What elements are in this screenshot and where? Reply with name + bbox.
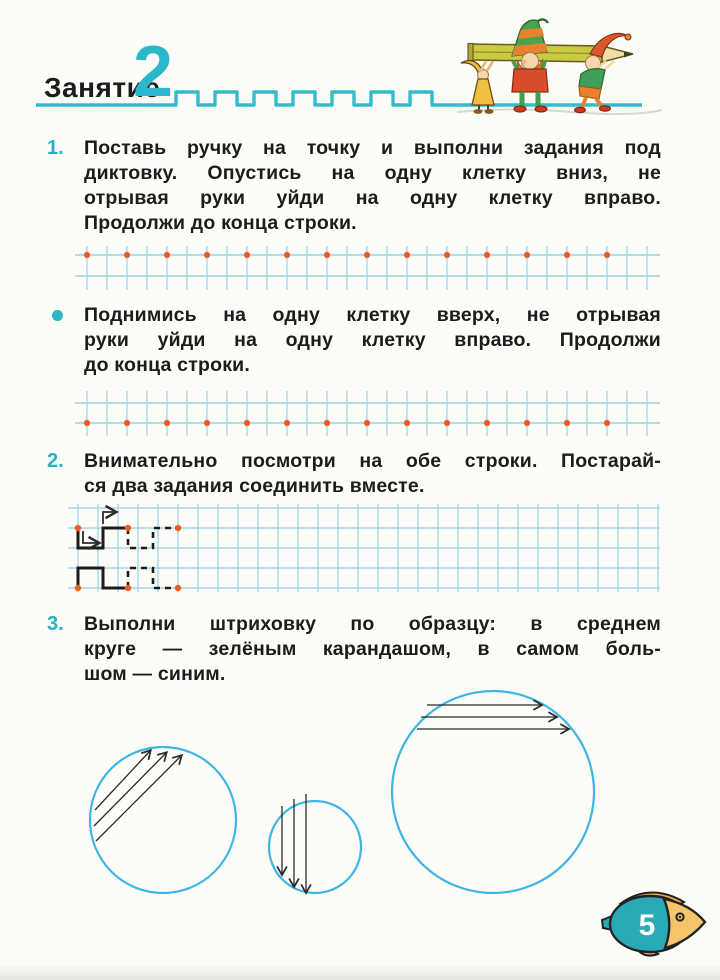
text-line: диктовку. Опустись на одну клетку вниз, не bbox=[84, 162, 661, 184]
text-line: шом — синим. bbox=[84, 663, 226, 685]
diagonal-hatch-arrow bbox=[96, 756, 181, 841]
diagonal-hatch-arrow bbox=[94, 753, 166, 826]
text-line: Внимательно посмотри на обе строки. Постарай- bbox=[84, 450, 661, 472]
text-line: Поставь ручку на точку и выполни задания под bbox=[84, 137, 661, 159]
text-line: ся два задания соединить вместе. bbox=[84, 475, 425, 497]
text-line: Продолжи до конца строки. bbox=[84, 212, 357, 234]
lesson-number: 2 bbox=[133, 32, 174, 112]
text-line: Выполни штриховку по образцу: в среднем bbox=[84, 613, 661, 635]
exercise-3-number: 3. bbox=[47, 613, 64, 635]
page-number-fish bbox=[592, 884, 714, 966]
exercise-2-number: 2. bbox=[47, 450, 64, 472]
text-line: руки уйди на одну клетку вправо. Продолжи bbox=[84, 329, 661, 351]
medium-circle bbox=[90, 747, 236, 893]
page-number: 5 bbox=[638, 909, 656, 942]
large-circle bbox=[392, 691, 594, 893]
text-line: до конца строки. bbox=[84, 354, 250, 376]
exercise-1-number: 1. bbox=[47, 137, 64, 159]
page-bottom-shadow bbox=[0, 964, 720, 980]
text-line: круге — зелёным карандашом, в самом боль- bbox=[84, 638, 661, 660]
lesson-label: Занятие bbox=[44, 72, 161, 103]
small-circle bbox=[269, 794, 361, 893]
text-line: Поднимись на одну клетку вверх, не отрывая bbox=[84, 304, 661, 326]
text-line: отрывая руки уйди на одну клетку вправо. bbox=[84, 187, 661, 209]
